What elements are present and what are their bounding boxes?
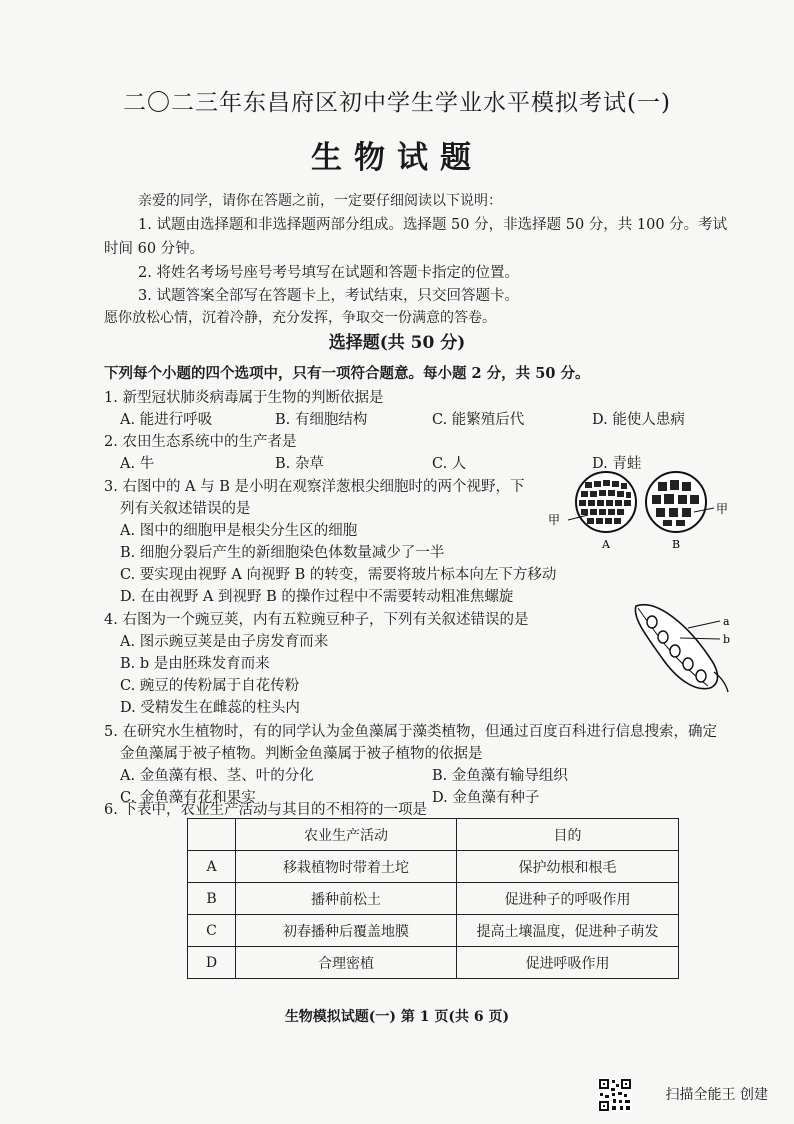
instruction-1a: 1. 试题由选择题和非选择题两部分组成。选择题 50 分，非选择题 50 分，共 100 分。考试 <box>138 217 728 233</box>
table-cell: C <box>188 915 236 947</box>
q3-option-c: C. 要实现由视野 A 向视野 B 的转变，需要将玻片标本向左下方移动 <box>120 567 557 583</box>
q2-option-c: C. 人 <box>432 456 467 472</box>
table-row <box>188 851 679 883</box>
q2-option-d: D. 青蛙 <box>592 456 642 472</box>
instruction-3: 3. 试题答案全部写在答题卡上，考试结束，只交回答题卡。 <box>138 288 519 304</box>
field-a <box>568 472 636 532</box>
q4-option-c: C. 豌豆的传粉属于自花传粉 <box>120 678 300 694</box>
q1-option-b: B. 有细胞结构 <box>275 412 368 428</box>
table-cell: 促进呼吸作用 <box>457 947 679 979</box>
q4-option-b: B. b 是由胚珠发育而来 <box>120 656 270 672</box>
table-cell: B <box>188 883 236 915</box>
q3-option-a: A. 图中的细胞甲是根尖分生区的细胞 <box>120 523 358 539</box>
pea-pod-figure <box>628 598 740 694</box>
q4-stem: 4. 右图为一个豌豆荚，内有五粒豌豆种子，下列有关叙述错误的是 <box>104 612 529 628</box>
microscope-fields-figure <box>548 468 730 558</box>
section-heading: 选择题(共 50 分) <box>328 333 466 353</box>
table-cell: 播种前松土 <box>236 883 457 915</box>
table-header-row <box>188 819 679 851</box>
subject-title: 生物试题 <box>311 140 483 176</box>
q4-option-a: A. 图示豌豆荚是由子房发育而来 <box>120 634 329 650</box>
instruction-1b: 时间 60 分钟。 <box>104 241 205 257</box>
table-header-cell: 农业生产活动 <box>236 819 457 851</box>
q5-option-c: C. 金鱼藻有花和果实 <box>120 790 256 806</box>
q2-option-a: A. 牛 <box>120 456 155 472</box>
table-cell: A <box>188 851 236 883</box>
q3-option-b: B. 细胞分裂后产生的新细胞染色体数量减少了一半 <box>120 545 445 561</box>
table-cell: D <box>188 947 236 979</box>
q6-stem: 6. 下表中，农业生产活动与其目的不相符的一项是 <box>104 802 427 818</box>
table-cell: 移栽植物时带着土坨 <box>236 851 457 883</box>
section-directions: 下列每个小题的四个选项中，只有一项符合题意。每小题 2 分，共 50 分。 <box>104 365 590 382</box>
fig4-label-a: a <box>723 615 730 628</box>
q5-stem-1: 5. 在研究水生植物时，有的同学认为金鱼藻属于藻类植物，但通过百度百科进行信息搜索，确定 <box>104 724 717 740</box>
watermark-text: 扫描全能王 创建 <box>665 1087 768 1103</box>
q4-option-d: D. 受精发生在雌蕊的柱头内 <box>120 700 300 716</box>
instructions-greeting: 亲爱的同学，请你在答题之前，一定要仔细阅读以下说明： <box>138 193 502 209</box>
table-row <box>188 947 679 979</box>
q1-option-d: D. 能使人患病 <box>592 412 685 428</box>
fig3-label-jia-left: 甲 <box>548 513 561 527</box>
fig3-label-b: B <box>672 538 681 551</box>
table-cell: 合理密植 <box>236 947 457 979</box>
q6-table <box>187 818 679 979</box>
q1-option-a: A. 能进行呼吸 <box>120 412 213 428</box>
table-cell: 提高土壤温度，促进种子萌发 <box>457 915 679 947</box>
table-cell: 保护幼根和根毛 <box>457 851 679 883</box>
exam-title: 二〇二三年东昌府区初中学生学业水平模拟考试(一) <box>123 90 671 116</box>
table-cell: 促进种子的呼吸作用 <box>457 883 679 915</box>
q5-stem-2: 金鱼藻属于被子植物。判断金鱼藻属于被子植物的依据是 <box>120 746 483 762</box>
q2-stem: 2. 农田生态系统中的生产者是 <box>104 434 297 450</box>
instruction-2: 2. 将姓名考场号座号考号填写在试题和答题卡指定的位置。 <box>138 265 519 281</box>
q5-option-b: B. 金鱼藻有输导组织 <box>432 768 568 784</box>
q2-option-b: B. 杂草 <box>275 456 324 472</box>
q3-stem-2: 列有关叙述错误的是 <box>120 501 251 517</box>
table-row <box>188 883 679 915</box>
qr-code-icon <box>598 1078 632 1112</box>
table-cell: 初春播种后覆盖地膜 <box>236 915 457 947</box>
q3-stem-1: 3. 右图中的 A 与 B 是小明在观察洋葱根尖细胞时的两个视野，下 <box>104 479 525 495</box>
fig4-label-b: b <box>723 633 731 646</box>
table-row <box>188 915 679 947</box>
q1-stem: 1. 新型冠状肺炎病毒属于生物的判断依据是 <box>104 390 384 406</box>
q5-option-a: A. 金鱼藻有根、茎、叶的分化 <box>120 768 314 784</box>
fig3-label-jia-right: 甲 <box>716 502 729 516</box>
q3-option-d: D. 在由视野 A 到视野 B 的操作过程中不需要转动粗准焦螺旋 <box>120 589 514 605</box>
table-header-cell <box>188 819 236 851</box>
field-b <box>646 472 714 532</box>
q5-option-d: D. 金鱼藻有种子 <box>432 790 540 806</box>
table-header-cell: 目的 <box>457 819 679 851</box>
page-footer: 生物模拟试题(一) 第 1 页(共 6 页) <box>284 1009 510 1025</box>
q1-option-c: C. 能繁殖后代 <box>432 412 525 428</box>
instructions-wish: 愿你放松心情，沉着冷静，充分发挥，争取交一份满意的答卷。 <box>104 310 496 326</box>
fig3-label-a: A <box>602 538 610 551</box>
